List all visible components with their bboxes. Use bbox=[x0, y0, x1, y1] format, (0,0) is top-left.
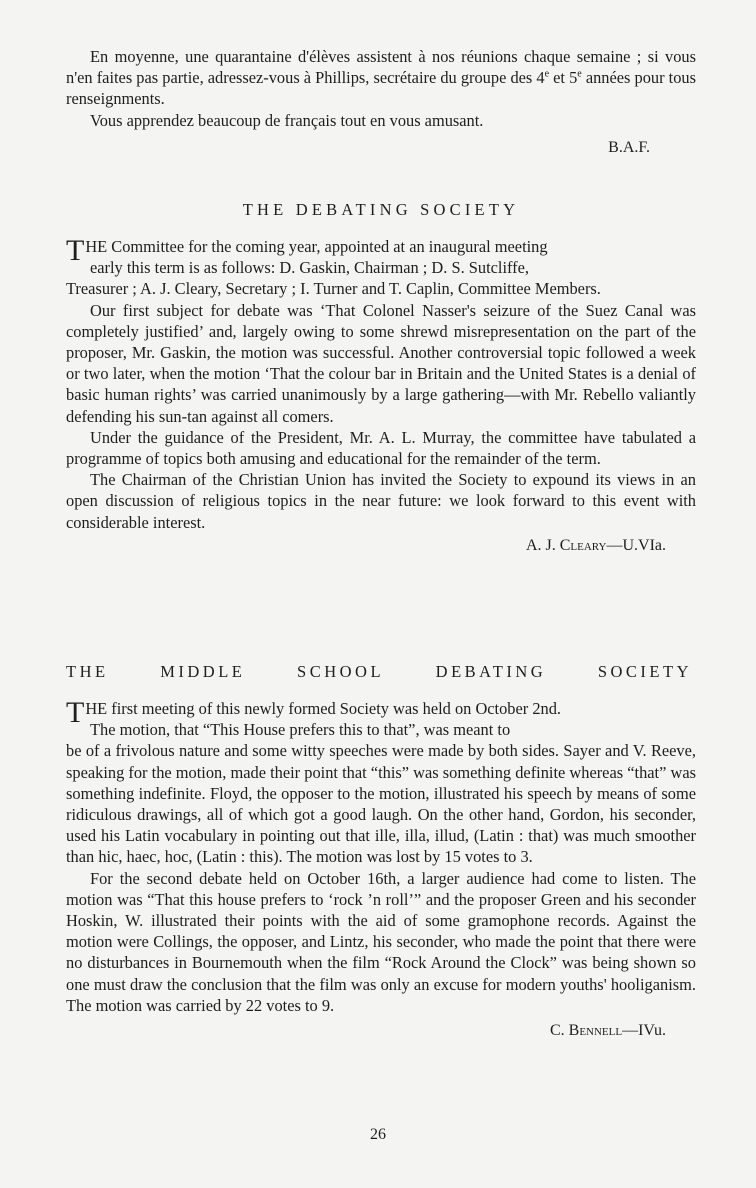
debating-paragraph-1-rest: Treasurer ; A. J. Cleary, Secretary ; I. Turner and T. Caplin, Committee Members. bbox=[66, 279, 601, 299]
signature-name: C. Bennell bbox=[549, 1022, 623, 1040]
signature-name: A. J. Cleary bbox=[525, 536, 607, 554]
middle-school-paragraph-1-rest: be of a frivolous nature and some witty speeches were made by both sides. Sayer and V. Reeve, speaking for the motion, made their point that “this” was something definite whereas “that” was something indefinite. Floyd, the opposer to the motion, illustrated his speech by means of some ridiculous drawings, all of which got a good laugh. On the other hand, Gordon, his seconder, used his Latin vocabulary in pointing out that ille, illa, illud, (Latin : that) was much smoother than hic, haec, hoc, (Latin : this). The motion was lost by 15 votes to 3. bbox=[66, 741, 696, 867]
superscript: e bbox=[544, 68, 550, 80]
french-paragraph-1-mid: et 5 bbox=[549, 68, 578, 88]
french-paragraph-2: Vous apprendez beaucoup de français tout en vous amusant. bbox=[90, 110, 484, 130]
signature-form: —IVu. bbox=[622, 1022, 666, 1040]
debating-paragraph-2: Our first subject for debate was ‘That Colonel Nasser's seizure of the Suez Canal was completely justified’ and, largely owing to some shrewd misrepresentation on the part of the proposer, Mr. Gaskin, the motion was successful. Another controversial topic followed a week or two later, when the motion ‘That the colour bar in Britain and the United States is a denial of basic human rights’ was carried unanimously by a large gathering—with Mr. Rebello valiantly defending his sun-tan against all comers. bbox=[66, 300, 696, 426]
middle-school-paragraph-2: For the second debate held on October 16th, a larger audience had come to listen. The motion was “That this house prefers to ‘rock ’n roll’” and the proposer Green and his seconder Hoskin, W. illustrated their points with the aid of some gramophone records. Against the motion were Collings, the opposer, and Lintz, his seconder, who made the point that there were no disturbances in Bournemouth when the film “Rock Around the Clock” was being shown so one must draw the conclusion that the film was only an excuse for modern youths' hooliganism. The motion was carried by 22 votes to 9. bbox=[66, 868, 696, 1015]
superscript: e bbox=[577, 68, 582, 80]
page-number: 26 bbox=[370, 1126, 386, 1143]
heading-word: SCHOOL bbox=[297, 662, 385, 681]
debating-paragraph-3: Under the guidance of the President, Mr. A. L. Murray, the committee have tabulated a programme of topics both amusing and educational for the remainder of the term. bbox=[66, 427, 696, 469]
debating-paragraph-1-line-2: early this term is as follows: D. Gaskin, Chairman ; D. S. Sutcliffe, bbox=[90, 258, 530, 278]
middle-school-paragraph-1-line-1: HE first meeting of this newly formed Society was held on October 2nd. bbox=[85, 699, 562, 718]
french-signature: B.A.F. bbox=[608, 138, 650, 156]
drop-cap: T bbox=[66, 696, 85, 729]
debating-paragraph-1-line-1: HE Committee for the coming year, appointed at an inaugural meeting bbox=[85, 237, 548, 256]
french-section bbox=[66, 46, 696, 158]
heading-word: DEBATING bbox=[435, 662, 547, 681]
debating-paragraph-1 bbox=[66, 236, 696, 300]
middle-school-signature bbox=[66, 1020, 696, 1041]
section-heading: THE DEBATING SOCIETY bbox=[242, 200, 520, 219]
debating-paragraph-4: The Chairman of the Christian Union has invited the Society to expound its views in an open discussion of religious topics in the near future: we look forward to this event with considerable interest. bbox=[66, 470, 696, 532]
heading-word: MIDDLE bbox=[160, 662, 246, 681]
drop-cap: T bbox=[66, 234, 85, 267]
french-paragraph-1-text: En moyenne, une quarantaine d'élèves assistent à nos réunions chaque semaine ; si vous n'en faites pas partie, adressez-vous à Phillips, secrétaire du groupe des 4 bbox=[66, 47, 696, 88]
middle-school-paragraph-1-line-2: The motion, that “This House prefers this to that”, was meant to bbox=[90, 720, 511, 740]
debating-society-section bbox=[66, 200, 696, 556]
signature-form: —U.VIa. bbox=[606, 536, 666, 554]
french-paragraph-1 bbox=[66, 46, 696, 110]
french-paragraph-1-end: années pour tous renseignments. bbox=[66, 68, 696, 109]
middle-school-debating-section bbox=[66, 662, 696, 1041]
heading-word: SOCIETY bbox=[597, 662, 692, 681]
debating-signature bbox=[66, 535, 696, 556]
section-heading bbox=[66, 662, 696, 682]
heading-word: THE bbox=[66, 662, 109, 681]
middle-school-paragraph-1 bbox=[66, 698, 696, 868]
